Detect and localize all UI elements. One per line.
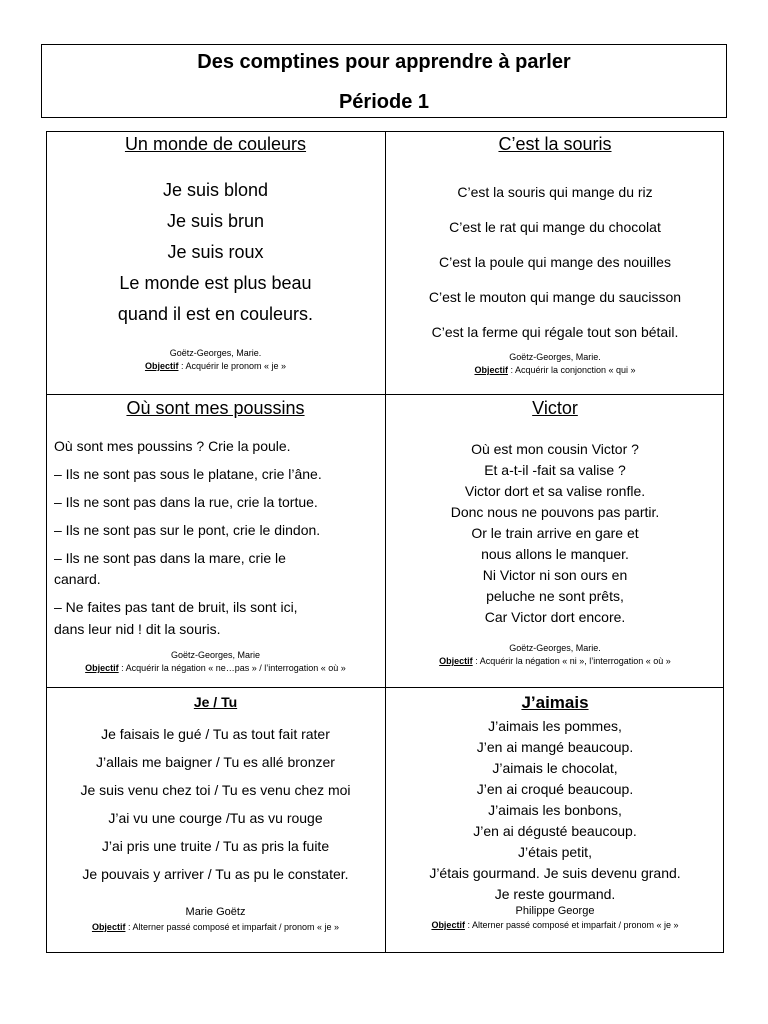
card-objective [46,922,385,932]
card-body [386,439,724,628]
card-victor [386,395,724,687]
poem-line: C’est la ferme qui régale tout son bétail. [431,324,679,340]
poem-line: dans leur nid ! dit la souris. [54,621,221,637]
poem-line: Je reste gourmand. [494,886,616,902]
objective-text: : Acquérir la négation « ni », l’interrogation « où » [472,656,671,666]
poem-line: J’en ai croqué beaucoup. [476,781,634,797]
poem-line: J’en ai dégusté beaucoup. [473,823,637,839]
poem-line: J’étais petit, [518,844,592,860]
objective-text: : Alterner passé composé et imparfait / pronom « je » [125,922,340,932]
period-title: Période 1 [338,91,430,113]
card-title: J’aimais [521,693,589,712]
poem-line: J’allais me baigner / Tu es allé bronzer [96,754,335,770]
poem-line: Où est mon cousin Victor ? [471,441,639,457]
poem-line: Je suis blond [162,180,269,200]
poem-line: nous allons le manquer. [481,546,629,562]
card-objective [386,920,724,930]
poem-line: Et a-t-il -fait sa valise ? [484,462,626,478]
card-title: Victor [532,398,578,418]
card-jaimais [386,688,724,953]
poem-line: C’est le mouton qui mange du saucisson [428,289,682,305]
card-credit: Goëtz-Georges, Marie. [169,348,262,358]
card-body [386,175,724,350]
header-box [41,44,727,118]
poem-line: – Ne faites pas tant de bruit, ils sont ici, [54,599,298,615]
poem-line: J’aimais le chocolat, [492,760,618,776]
poem-line: J’en ai mangé beaucoup. [476,739,634,755]
poem-line: Donc nous ne pouvons pas partir. [450,504,660,520]
poem-line: Je suis brun [166,211,265,231]
objective-label: Objectif [144,361,179,371]
card-title: C’est la souris [498,134,612,154]
objective-label: Objectif [439,656,473,666]
poem-line: J’aimais les bonbons, [488,802,622,818]
card-je-tu [46,688,385,953]
poem-line: Je pouvais y arriver / Tu as pu le constater. [82,866,349,882]
poem-line: Victor dort et sa valise ronfle. [464,483,646,499]
poem-line: Où sont mes poussins ? Crie la poule. [54,438,291,454]
poem-line: – Ils ne sont pas dans la rue, crie la tortue. [54,494,318,510]
poem-line: Ni Victor ni son ours en [482,567,628,583]
card-title: Je / Tu [193,694,238,710]
poem-line: Je suis venu chez toi / Tu es venu chez moi [80,782,351,798]
poem-line: C’est le rat qui mange du chocolat [449,219,661,235]
objective-text: : Acquérir la négation « ne…pas » / l’interrogation « où » [118,663,346,673]
poem-line: C’est la poule qui mange des nouilles [439,254,671,270]
objective-label: Objectif [474,365,508,375]
poem-line: – Ils ne sont pas dans la mare, crie le [54,550,286,566]
card-body [386,716,724,905]
card-title: Un monde de couleurs [124,134,307,154]
card-title: Où sont mes poussins [126,398,305,418]
poem-line: Je faisais le gué / Tu as tout fait rater [101,726,330,742]
card-objective [46,361,385,371]
document-title: Des comptines pour apprendre à parler [197,51,571,73]
poem-line: J’étais gourmand. Je suis devenu grand. [429,865,681,881]
card-credit: Goëtz-Georges, Marie [170,650,261,660]
poem-line: canard. [54,571,101,587]
poem-line: J’ai vu une courge /Tu as vu rouge [108,810,323,826]
card-cest-la-souris [386,131,724,394]
poem-line: J’aimais les pommes, [488,718,622,734]
poem-line: Or le train arrive en gare et [471,525,639,541]
poem-line: Car Victor dort encore. [484,609,626,625]
poem-line: Je suis roux [167,242,264,262]
poem-line: – Ils ne sont pas sous le platane, crie l’âne. [54,466,322,482]
poem-line: peluche ne sont prêts, [486,588,624,604]
poem-line: J’ai pris une truite / Tu as pris la fuite [101,838,330,854]
card-objective [386,656,724,666]
poem-line: C’est la souris qui mange du riz [457,184,653,200]
card-credit: Marie Goëtz [185,906,246,918]
card-body [46,720,385,888]
objective-text: : Alterner passé composé et imparfait / pronom « je » [464,920,679,930]
card-body [46,175,385,330]
objective-label: Objectif [91,922,126,932]
objective-label: Objectif [85,663,119,673]
card-un-monde-de-couleurs [46,131,385,394]
card-ou-sont-mes-poussins [46,395,385,687]
poem-line: quand il est en couleurs. [117,304,314,324]
objective-text: : Acquérir le pronom « je » [178,361,287,371]
card-credit: Goëtz-Georges, Marie. [509,352,601,362]
poem-line: – Ils ne sont pas sur le pont, crie le dindon. [54,522,321,538]
card-credit: Goëtz-Georges, Marie. [509,643,601,653]
card-objective [386,365,724,375]
poem-line: Le monde est plus beau [119,273,312,293]
card-objective [46,663,385,673]
card-credit: Philippe George [515,905,595,917]
objective-text: : Acquérir la conjonction « qui » [507,365,636,375]
objective-label: Objectif [431,920,465,930]
